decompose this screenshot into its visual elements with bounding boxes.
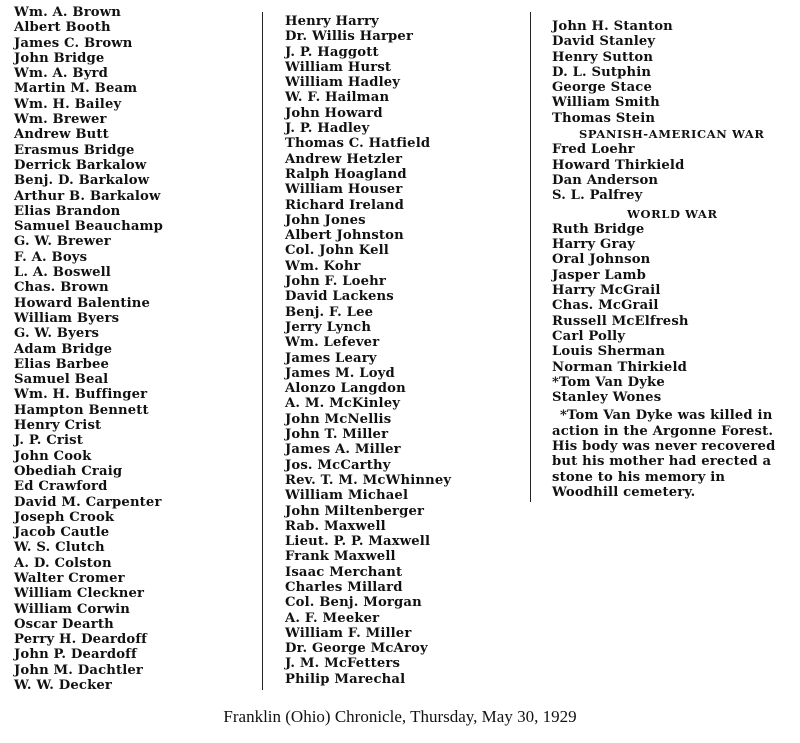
name-entry: D. L. Sutphin <box>552 64 652 80</box>
name-entry: James C. Brown <box>14 35 133 51</box>
name-entry: Louis Sherman <box>552 344 666 360</box>
name-entry: J. P. Crist <box>14 433 83 449</box>
name-entry: John M. Dachtler <box>14 662 144 678</box>
name-entry: Thomas C. Hatfield <box>285 136 431 152</box>
name-entry: Elias Barbee <box>14 356 110 372</box>
name-entry: J. P. Haggott <box>285 44 379 60</box>
name-entry: Wm. A. Brown <box>14 5 121 20</box>
name-entry: John Miltenberger <box>285 503 425 519</box>
name-entry: Howard Balentine <box>14 295 151 311</box>
name-entry: Erasmus Bridge <box>14 142 135 158</box>
name-entry: Col. John Kell <box>285 243 389 259</box>
name-entry: Norman Thirkield <box>552 359 688 375</box>
name-entry: Frank Maxwell <box>285 549 396 565</box>
world-war-heading: WORLD WAR <box>627 206 718 221</box>
name-entry: John Howard <box>285 105 383 121</box>
name-entry: Henry Harry <box>285 14 379 29</box>
name-entry: Chas. Brown <box>14 280 109 296</box>
name-entry: W. F. Hailman <box>285 90 390 106</box>
name-entry: William Hadley <box>285 75 401 91</box>
name-entry: Arthur B. Barkalow <box>14 188 161 204</box>
name-entry: Obediah Craig <box>14 463 123 479</box>
name-entry: Henry Sutton <box>552 49 654 65</box>
name-entry: Jacob Cautle <box>14 525 110 541</box>
name-entry: G. W. Brewer <box>14 234 111 250</box>
name-entry: Martin M. Beam <box>14 81 138 97</box>
name-entry: John Cook <box>14 448 92 464</box>
name-entry: Dan Anderson <box>552 172 659 188</box>
name-entry: David M. Carpenter <box>14 494 162 510</box>
name-entry: Derrick Barkalow <box>14 157 147 173</box>
name-entry: William F. Miller <box>285 625 412 641</box>
name-entry: William Byers <box>14 310 120 326</box>
name-entry: Lieut. P. P. Maxwell <box>285 534 431 550</box>
names-column-1 <box>14 5 254 693</box>
name-entry: Alonzo Langdon <box>285 381 406 397</box>
name-entry: Howard Thirkield <box>552 157 685 173</box>
name-entry: Charles Millard <box>285 579 403 595</box>
name-entry: Wm. Kohr <box>285 258 361 274</box>
name-entry: G. W. Byers <box>14 326 100 342</box>
name-entry: Albert Johnston <box>285 228 404 244</box>
name-entry: Jasper Lamb <box>552 267 647 283</box>
name-entry: Rab. Maxwell <box>285 518 386 534</box>
name-entry: Harry McGrail <box>552 283 661 299</box>
name-entry: Russell McElfresh <box>552 313 689 329</box>
name-entry: Elias Brandon <box>14 203 121 219</box>
name-entry: John McNellis <box>285 411 392 427</box>
name-entry: A. M. McKinley <box>285 396 401 412</box>
name-entry: J. P. Hadley <box>285 121 370 137</box>
name-entry: Fred Loehr <box>552 142 635 158</box>
name-entry: Benj. F. Lee <box>285 304 374 320</box>
name-entry: Rev. T. M. McWhinney <box>285 472 452 488</box>
name-entry: Hampton Bennett <box>14 402 149 418</box>
name-entry: William Cleckner <box>14 586 145 602</box>
spanish-american-war-heading: SPANISH-AMERICAN WAR <box>579 127 765 142</box>
name-entry: Thomas Stein <box>552 110 656 126</box>
name-entry: Adam Bridge <box>14 341 113 357</box>
name-entry: John P. Deardoff <box>14 647 137 663</box>
name-entry: Samuel Beauchamp <box>14 219 164 235</box>
name-entry: S. L. Palfrey <box>552 188 643 204</box>
spanish-american-war-names <box>552 142 792 203</box>
name-entry: James A. Miller <box>285 442 401 458</box>
name-entry: William Smith <box>552 95 660 111</box>
name-entry: David Stanley <box>552 34 656 50</box>
name-entry: William Houser <box>285 182 403 198</box>
name-entry: Oral Johnson <box>552 252 651 268</box>
name-entry: A. D. Colston <box>14 555 112 571</box>
name-entry: William Corwin <box>14 601 130 617</box>
name-entry: George Stace <box>552 80 652 96</box>
name-entry: John Jones <box>285 212 366 228</box>
name-entry: Ralph Hoagland <box>285 166 407 182</box>
name-entry: A. F. Meeker <box>285 610 380 626</box>
name-entry: Richard Ireland <box>285 197 405 213</box>
civil-war-names-continued <box>552 19 792 126</box>
name-entry: Walter Cromer <box>14 570 125 586</box>
name-entry: Carl Polly <box>552 328 626 344</box>
name-entry: Philip Marechal <box>285 671 406 687</box>
name-entry: Jos. McCarthy <box>285 457 391 473</box>
name-entry: Wm. H. Buffinger <box>14 387 148 403</box>
name-entry: Samuel Beal <box>14 372 109 388</box>
column-divider <box>530 12 531 502</box>
name-entry: James M. Loyd <box>285 365 395 381</box>
name-entry: Chas. McGrail <box>552 298 659 314</box>
name-entry: James Leary <box>285 350 377 366</box>
name-entry: Isaac Merchant <box>285 564 403 580</box>
name-entry: Wm. Lefever <box>285 335 380 351</box>
name-entry: John Bridge <box>14 50 105 66</box>
name-entry: Joseph Crook <box>14 509 115 525</box>
name-entry: L. A. Boswell <box>14 265 111 281</box>
name-entry: Wm. Brewer <box>14 112 107 128</box>
name-entry: W. S. Clutch <box>14 540 105 556</box>
name-entry: Albert Booth <box>14 20 111 36</box>
name-entry: Henry Crist <box>14 418 102 434</box>
name-entry: Wm. A. Byrd <box>14 66 108 82</box>
name-entry: Stanley Wones <box>552 390 662 406</box>
name-entry: Jerry Lynch <box>285 319 372 335</box>
name-entry: Col. Benj. Morgan <box>285 595 422 611</box>
name-entry: Dr. Willis Harper <box>285 29 414 45</box>
name-entry: John T. Miller <box>285 427 389 443</box>
name-entry: J. M. McFetters <box>285 656 401 672</box>
source-caption: Franklin (Ohio) Chronicle, Thursday, May 30, 1929 <box>223 707 577 726</box>
name-entry: William Hurst <box>285 59 392 75</box>
name-entry: Andrew Hetzler <box>285 151 403 167</box>
name-entry: John F. Loehr <box>285 274 386 290</box>
names-column-3 <box>552 19 792 500</box>
name-entry: Wm. H. Bailey <box>14 96 122 112</box>
name-entry: David Lackens <box>285 289 394 305</box>
name-entry: Harry Gray <box>552 237 636 253</box>
name-entry: Dr. George McAroy <box>285 641 428 657</box>
name-entry: Ruth Bridge <box>552 221 645 237</box>
name-entry: Oscar Dearth <box>14 616 114 632</box>
name-entry: Benj. D. Barkalow <box>14 173 150 189</box>
names-column-2 <box>285 14 525 687</box>
name-entry: William Michael <box>285 488 409 504</box>
name-entry: Ed Crawford <box>14 479 108 495</box>
name-entry: F. A. Boys <box>14 249 88 265</box>
name-entry: Perry H. Deardoff <box>14 632 147 648</box>
footnote: *Tom Van Dyke was killed in action in the Argonne Forest. His body was never recovered but his mother had erected a stone to his memory in Woodhill cemetery. <box>552 408 776 500</box>
name-entry: *Tom Van Dyke <box>552 374 665 390</box>
column-divider <box>262 12 263 690</box>
world-war-names <box>552 222 792 406</box>
name-entry: John H. Stanton <box>552 19 673 34</box>
name-entry: Andrew Butt <box>14 127 109 143</box>
name-entry: W. W. Decker <box>14 678 113 694</box>
